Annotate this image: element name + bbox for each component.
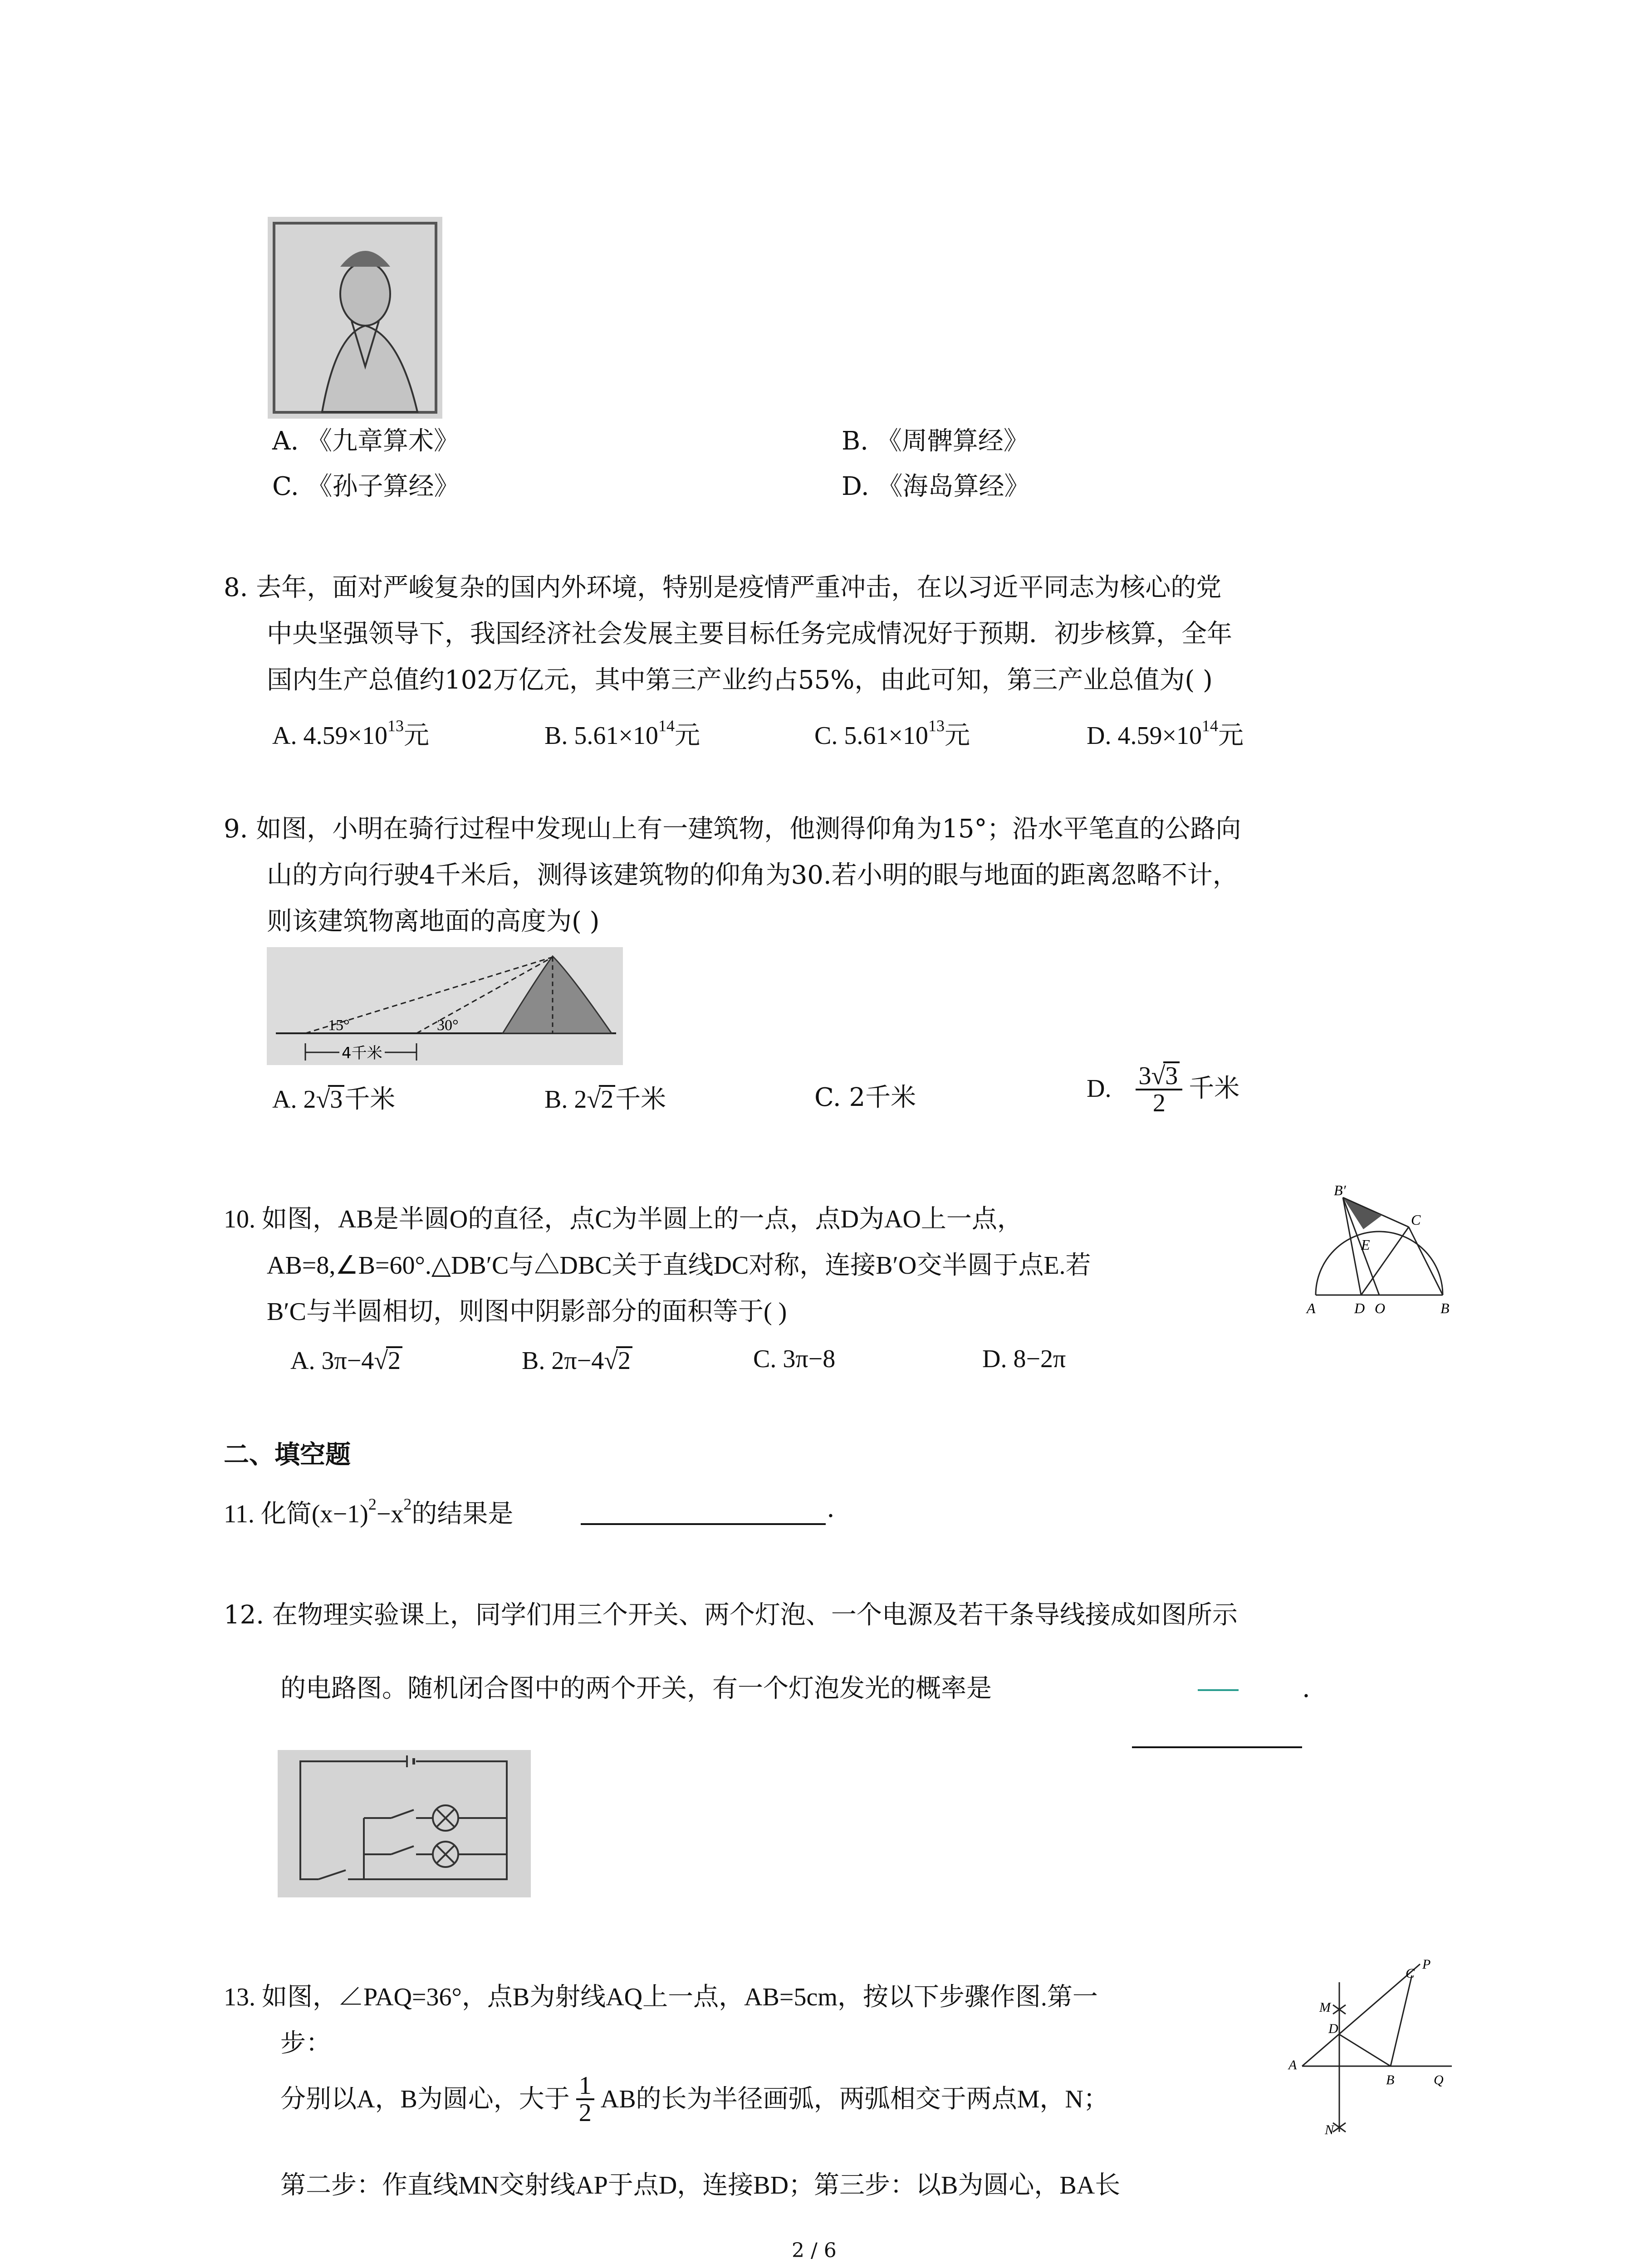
- svg-text:B′: B′: [1334, 1182, 1346, 1198]
- q11-period: .: [827, 1494, 835, 1523]
- q13-line3: 分别以A，B为圆心，大于 $\frac{1}{2}$ AB的长为半径画弧，两弧相交于两点M，N；: [280, 2072, 1109, 2127]
- q9-line2: 山的方向行驶4千米后，测得该建筑物的仰角为30.若小明的眼与地面的距离忽略不计，: [267, 860, 1238, 890]
- svg-text:B: B: [1440, 1300, 1450, 1316]
- q12-answer-blank[interactable]: [1132, 1746, 1302, 1748]
- q10-line1: 10. 如图，AB是半圆O的直径，点C为半圆上的一点，点D为AO上一点，: [224, 1205, 1023, 1233]
- section-title: 二、填空题: [224, 1440, 351, 1470]
- q9-option-d: D. $\frac{3√3}{2}$ 千米: [1087, 1062, 1240, 1117]
- svg-text:Q: Q: [1434, 2072, 1444, 2087]
- svg-text:B: B: [1386, 2072, 1395, 2087]
- q7-option-d: D. 《海岛算经》: [842, 472, 1030, 501]
- svg-text:A: A: [1288, 2058, 1297, 2072]
- q10-option-c: C. 3π−8: [753, 1345, 836, 1373]
- q8-line2: 中央坚强领导下，我国经济社会发展主要目标任务完成情况好于预期．初步核算，全年: [267, 619, 1232, 649]
- q9-line3: 则该建筑物离地面的高度为( ): [267, 907, 600, 936]
- q11-answer-blank[interactable]: [581, 1523, 826, 1525]
- q13-line2: 步：: [280, 2028, 331, 2058]
- q9-line1: 9. 如图，小明在骑行过程中发现山上有一建筑物，他测得仰角为15°；沿水平笔直的公路向: [224, 814, 1241, 844]
- svg-text:C: C: [1406, 1966, 1415, 1981]
- q9-option-a: A. 2√3千米: [272, 1085, 396, 1114]
- angle-construction-figure: [1284, 1950, 1456, 2141]
- q8-option-d: D. $4.59\times 10^{14}$元: [1087, 717, 1244, 750]
- q7-option-a: A. 《九章算术》: [272, 426, 460, 456]
- svg-text:D: D: [1328, 2021, 1338, 2036]
- circuit-figure: [278, 1750, 531, 1897]
- q10-option-a: A. 3π−4√2: [290, 1346, 402, 1374]
- svg-text:N: N: [1325, 2122, 1334, 2137]
- q12-answer-dash: [1198, 1689, 1239, 1691]
- page-number: 2 / 6: [792, 2239, 837, 2262]
- svg-text:O: O: [1375, 1300, 1386, 1316]
- svg-text:D: D: [1354, 1300, 1365, 1316]
- q8-line3: 国内生产总值约102万亿元，其中第三产业约占55%，由此可知，第三产业总值为( ): [267, 665, 1213, 695]
- fig-angle-30: 30°: [437, 1017, 459, 1034]
- q9-option-b: B. 2√2千米: [544, 1085, 666, 1114]
- q8-option-a: A. $4.59\times 10^{13}$元: [272, 717, 430, 750]
- q12-line1: 12. 在物理实验课上，同学们用三个开关、两个灯泡、一个电源及若干条导线接成如图所示: [224, 1600, 1238, 1630]
- q13-line1: 13. 如图，∠PAQ=36°，点B为射线AQ上一点，AB=5cm，按以下步骤作图.第一: [224, 1983, 1098, 2011]
- svg-text:A: A: [1307, 1300, 1316, 1316]
- svg-text:C: C: [1411, 1212, 1421, 1228]
- q10-line3: B′C与半圆相切，则图中阴影部分的面积等于( ): [267, 1298, 787, 1326]
- q8-option-b: B. $5.61\times 10^{14}$元: [544, 717, 700, 750]
- q12-line2: 的电路图。随机闭合图中的两个开关，有一个灯泡发光的概率是: [280, 1674, 992, 1703]
- q7-option-b: B. 《周髀算经》: [842, 426, 1029, 456]
- mountain-figure: [267, 947, 623, 1065]
- q13-line4: 第二步：作直线MN交射线AP于点D，连接BD；第三步：以B为圆心，BA长: [280, 2171, 1121, 2200]
- fig-angle-15: 15°: [328, 1017, 350, 1034]
- svg-text:P: P: [1422, 1957, 1431, 1972]
- q8-option-c: C. $5.61\times 10^{13}$元: [814, 717, 970, 750]
- q11-text: 11. 化简$(x-1)^2-x^2$的结果是: [224, 1495, 514, 1528]
- q10-option-d: D. 8−2π: [982, 1345, 1066, 1373]
- portrait-image: [268, 217, 442, 419]
- svg-text:E: E: [1361, 1237, 1370, 1253]
- svg-text:M: M: [1319, 2000, 1331, 2015]
- q7-option-c: C. 《孙子算经》: [272, 472, 460, 501]
- fig-dist-label: 4千米: [342, 1044, 382, 1062]
- semicircle-figure: [1302, 1182, 1452, 1318]
- q9-option-c: C. 2千米: [814, 1083, 916, 1112]
- q10-option-b: B. 2π−4√2: [522, 1346, 632, 1374]
- q8-line1: 8. 去年，面对严峻复杂的国内外环境，特别是疫情严重冲击，在以习近平同志为核心的党: [224, 573, 1222, 602]
- q12-period: .: [1302, 1674, 1310, 1703]
- q10-line2: AB=8,∠B=60°.△DB′C与△DBC关于直线DC对称，连接B′O交半圆于点E.若: [267, 1251, 1091, 1280]
